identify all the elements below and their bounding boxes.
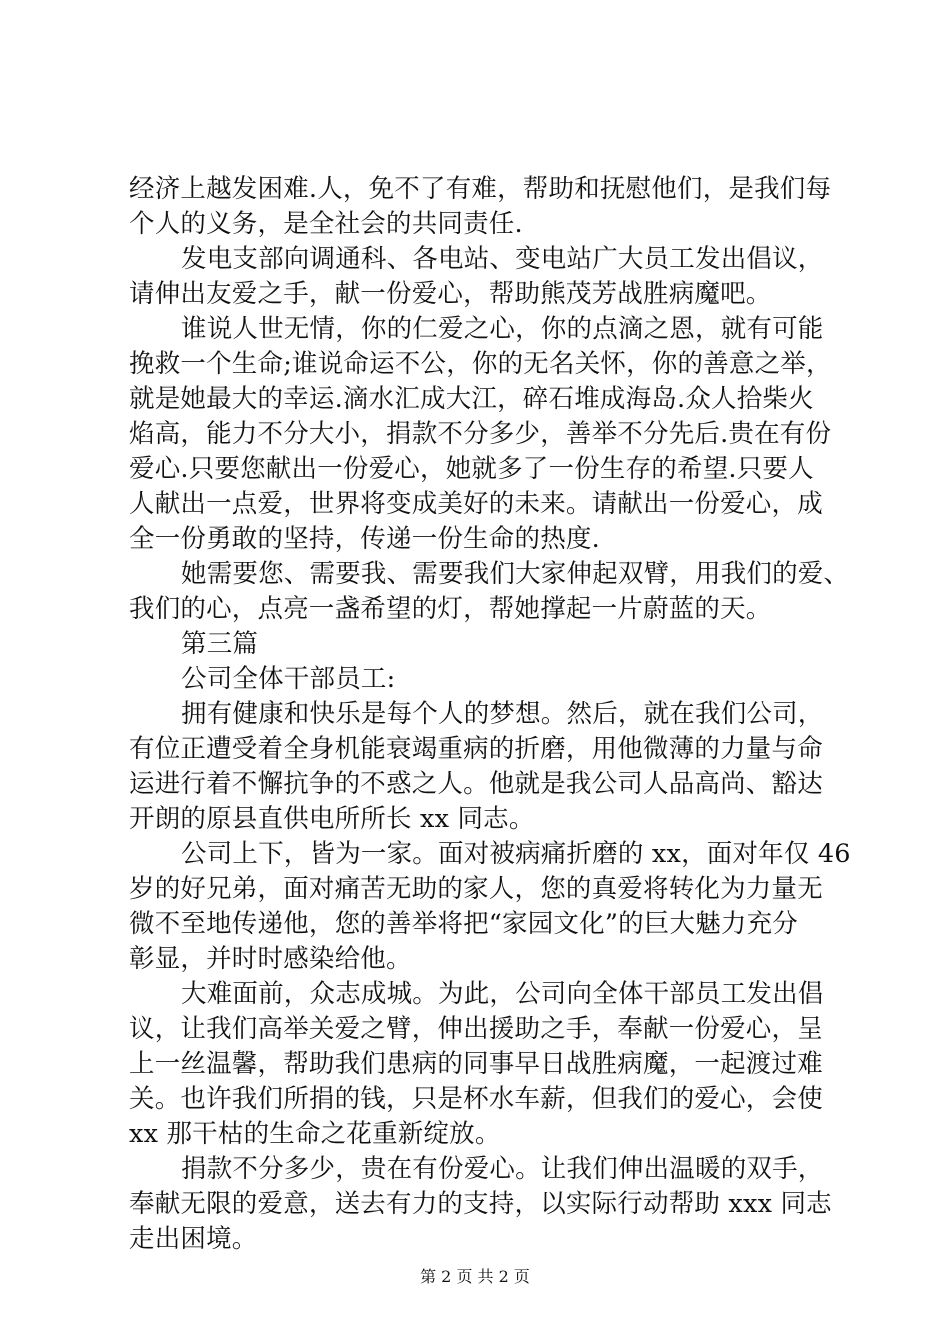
text-line: 第三篇 [181, 629, 259, 659]
text-line: 走出困境。 [129, 1224, 258, 1254]
text-line: 运进行着不懈抗争的不惑之人。他就是我公司人品高尚、豁达 [129, 769, 823, 799]
text-line: 开朗的原县直供电所所长 xx 同志。 [129, 804, 535, 834]
document-body [129, 172, 849, 1257]
page-number-footer: 第 2 页 共 2 页 [420, 1267, 530, 1286]
text-line: 就是她最大的幸运.滴水汇成大江，碎石堆成海岛.众人拾柴火 [129, 384, 814, 414]
text-line: 焰高，能力不分大小，捐款不分多少，善举不分先后.贵在有份 [129, 419, 832, 449]
text-line: 公司上下，皆为一家。面对被病痛折磨的 xx，面对年仅 46 [181, 839, 851, 869]
text-line: 挽救一个生命;谁说命运不公，你的无名关怀，你的善意之举， [129, 349, 832, 379]
text-line: 议，让我们高举关爱之臂，伸出援助之手，奉献一份爱心，呈 [129, 1014, 823, 1044]
text-line: 经济上越发困难.人，免不了有难，帮助和抚慰他们，是我们每 [129, 174, 832, 204]
text-line: 人献出一点爱，世界将变成美好的未来。请献出一份爱心，成 [129, 489, 823, 519]
text-line: 拥有健康和快乐是每个人的梦想。然后，就在我们公司， [181, 699, 824, 729]
text-line: 个人的义务，是全社会的共同责任. [129, 209, 523, 239]
text-line: 公司全体干部员工: [181, 664, 396, 694]
text-line: 岁的好兄弟，面对痛苦无助的家人，您的真爱将转化为力量无 [129, 874, 823, 904]
text-line: xx 那干枯的生命之花重新绽放。 [129, 1119, 501, 1149]
text-line: 她需要您、需要我、需要我们大家伸起双臂，用我们的爱、 [181, 559, 850, 589]
text-line: 上一丝温馨，帮助我们患病的同事早日战胜病魔，一起渡过难 [129, 1049, 823, 1079]
text-line: 全一份勇敢的坚持，传递一份生命的热度. [129, 524, 600, 554]
text-line: 请伸出友爱之手，献一份爱心，帮助熊茂芳战胜病魔吧。 [129, 279, 772, 309]
text-line: 有位正遭受着全身机能衰竭重病的折磨，用他微薄的力量与命 [129, 734, 823, 764]
text-line: 关。也许我们所捐的钱，只是杯水车薪，但我们的爱心，会使 [129, 1084, 823, 1114]
text-line: 彰显，并时时感染给他。 [129, 944, 412, 974]
text-line: 谁说人世无情，你的仁爱之心，你的点滴之恩，就有可能 [181, 314, 824, 344]
text-line: 捐款不分多少，贵在有份爱心。让我们伸出温暖的双手， [181, 1154, 824, 1184]
text-line: 发电支部向调通科、各电站、变电站广大员工发出倡议， [181, 244, 824, 274]
text-line: 微不至地传递他，您的善举将把“家园文化”的巨大魅力充分 [129, 909, 798, 939]
text-line: 大难面前，众志成城。为此，公司向全体干部员工发出倡 [181, 979, 824, 1009]
text-line: 奉献无限的爱意，送去有力的支持，以实际行动帮助 xxx 同志 [129, 1189, 832, 1219]
text-line: 我们的心，点亮一盏希望的灯，帮她撑起一片蔚蓝的天。 [129, 594, 772, 624]
text-line: 爱心.只要您献出一份爱心，她就多了一份生存的希望.只要人 [129, 454, 814, 484]
